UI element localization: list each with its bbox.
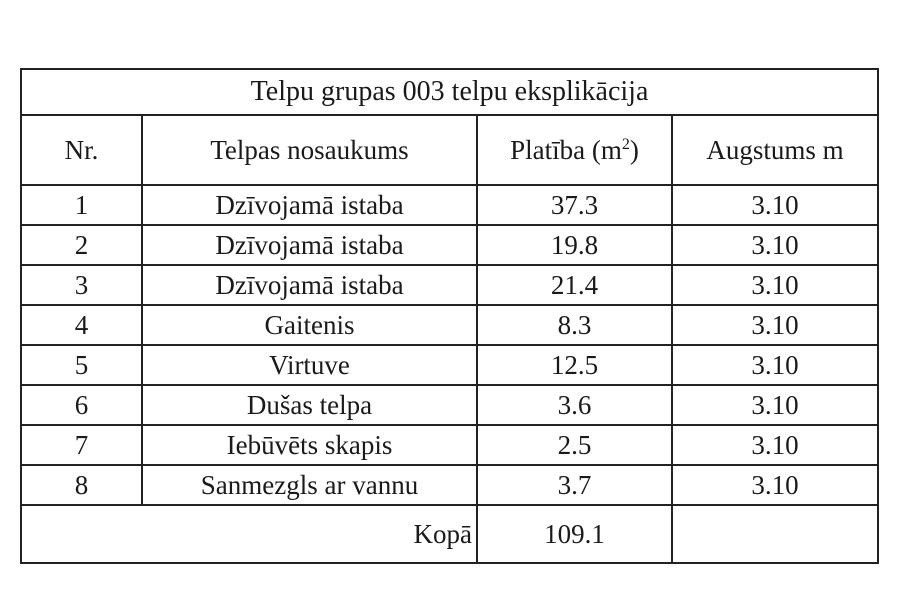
cell-height: 3.10 (672, 265, 878, 305)
total-label: Kopā (21, 505, 477, 563)
cell-nr: 3 (21, 265, 142, 305)
cell-room-name: Dzīvojamā istaba (142, 265, 477, 305)
cell-room-name: Dušas telpa (142, 385, 477, 425)
cell-nr: 1 (21, 185, 142, 225)
table-row (21, 305, 878, 345)
cell-room-name: Virtuve (142, 345, 477, 385)
header-nr: Nr. (21, 115, 142, 185)
table-row (21, 385, 878, 425)
cell-height: 3.10 (672, 185, 878, 225)
cell-height: 3.10 (672, 465, 878, 505)
table-body (21, 185, 878, 505)
table-row (21, 265, 878, 305)
total-row (21, 505, 878, 563)
header-room-name: Telpas nosaukums (142, 115, 477, 185)
table-row (21, 185, 878, 225)
table-row (21, 345, 878, 385)
cell-nr: 7 (21, 425, 142, 465)
table-row (21, 225, 878, 265)
table-title-row (21, 69, 878, 115)
cell-area: 2.5 (477, 425, 672, 465)
header-area (477, 115, 672, 185)
cell-height: 3.10 (672, 345, 878, 385)
cell-room-name: Sanmezgls ar vannu (142, 465, 477, 505)
cell-area: 3.7 (477, 465, 672, 505)
header-area-superscript: 2 (621, 135, 630, 153)
cell-nr: 4 (21, 305, 142, 345)
table-row (21, 425, 878, 465)
table-row (21, 465, 878, 505)
cell-height: 3.10 (672, 305, 878, 345)
cell-nr: 5 (21, 345, 142, 385)
cell-area: 8.3 (477, 305, 672, 345)
cell-height: 3.10 (672, 425, 878, 465)
cell-nr: 6 (21, 385, 142, 425)
cell-height: 3.10 (672, 385, 878, 425)
cell-room-name: Gaitenis (142, 305, 477, 345)
table-title: Telpu grupas 003 telpu eksplikācija (21, 69, 878, 115)
cell-area: 37.3 (477, 185, 672, 225)
cell-area: 3.6 (477, 385, 672, 425)
cell-room-name: Dzīvojamā istaba (142, 185, 477, 225)
cell-area: 19.8 (477, 225, 672, 265)
room-explication-table (20, 68, 879, 564)
cell-height: 3.10 (672, 225, 878, 265)
table-header-row (21, 115, 878, 185)
cell-nr: 8 (21, 465, 142, 505)
header-height: Augstums m (672, 115, 878, 185)
cell-room-name: Iebūvēts skapis (142, 425, 477, 465)
cell-area: 21.4 (477, 265, 672, 305)
header-area-suffix: ) (629, 134, 639, 165)
cell-room-name: Dzīvojamā istaba (142, 225, 477, 265)
total-area: 109.1 (477, 505, 672, 563)
cell-nr: 2 (21, 225, 142, 265)
cell-area: 12.5 (477, 345, 672, 385)
total-height (672, 505, 878, 563)
header-area-prefix: Platība (m (510, 134, 622, 165)
